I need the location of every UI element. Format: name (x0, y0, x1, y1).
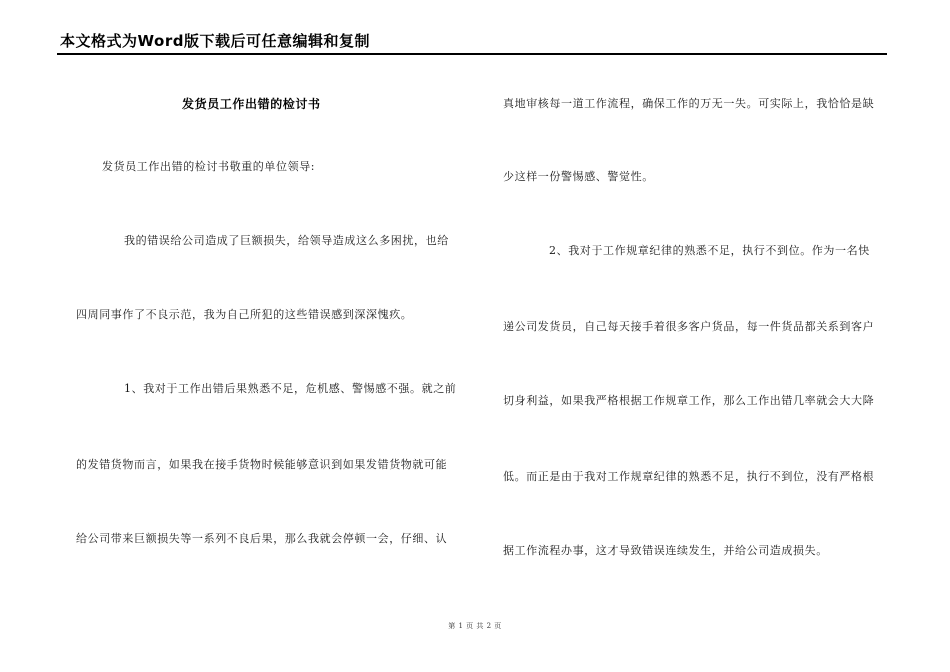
text-line: 我的错误给公司造成了巨额损失，给领导造成这么多困扰，也给 (124, 234, 449, 247)
text-line: 2、我对于工作规章纪律的熟悉不足，执行不到位。作为一名快 (549, 244, 870, 257)
text-line: 发货员工作出错的检讨书敬重的单位领导: (102, 160, 316, 173)
download-banner: 本文格式为Word版下载后可任意编辑和复制 (60, 32, 370, 50)
text-line: 切身利益，如果我严格根据工作规章工作，那么工作出错几率就会大大降 (503, 394, 875, 407)
header-rule (57, 53, 887, 55)
text-line: 给公司带来巨额损失等一系列不良后果，那么我就会停顿一会，仔细、认 (76, 532, 448, 545)
text-line: 真地审核每一道工作流程，确保工作的万无一失。可实际上，我恰恰是缺 (503, 97, 875, 110)
text-line: 1、我对于工作出错后果熟悉不足，危机感、警惕感不强。就之前 (124, 382, 457, 395)
text-line: 递公司发货员，自己每天接手着很多客户货品，每一件货品都关系到客户 (503, 320, 875, 333)
page-number: 第 1 页 共 2 页 (448, 622, 502, 630)
text-line: 少这样一份警惕感、警觉性。 (503, 170, 654, 183)
document-title: 发货员工作出错的检讨书 (182, 97, 321, 111)
text-line: 四周同事作了不良示范，我为自己所犯的这些错误感到深深愧疚。 (76, 308, 413, 321)
text-line: 低。而正是由于我对工作规章纪律的熟悉不足，执行不到位，没有严格根 (503, 470, 875, 483)
text-line: 的发错货物而言，如果我在接手货物时候能够意识到如果发错货物就可能 (76, 458, 448, 471)
text-line: 据工作流程办事，这才导致错误连续发生，并给公司造成损失。 (503, 544, 828, 557)
